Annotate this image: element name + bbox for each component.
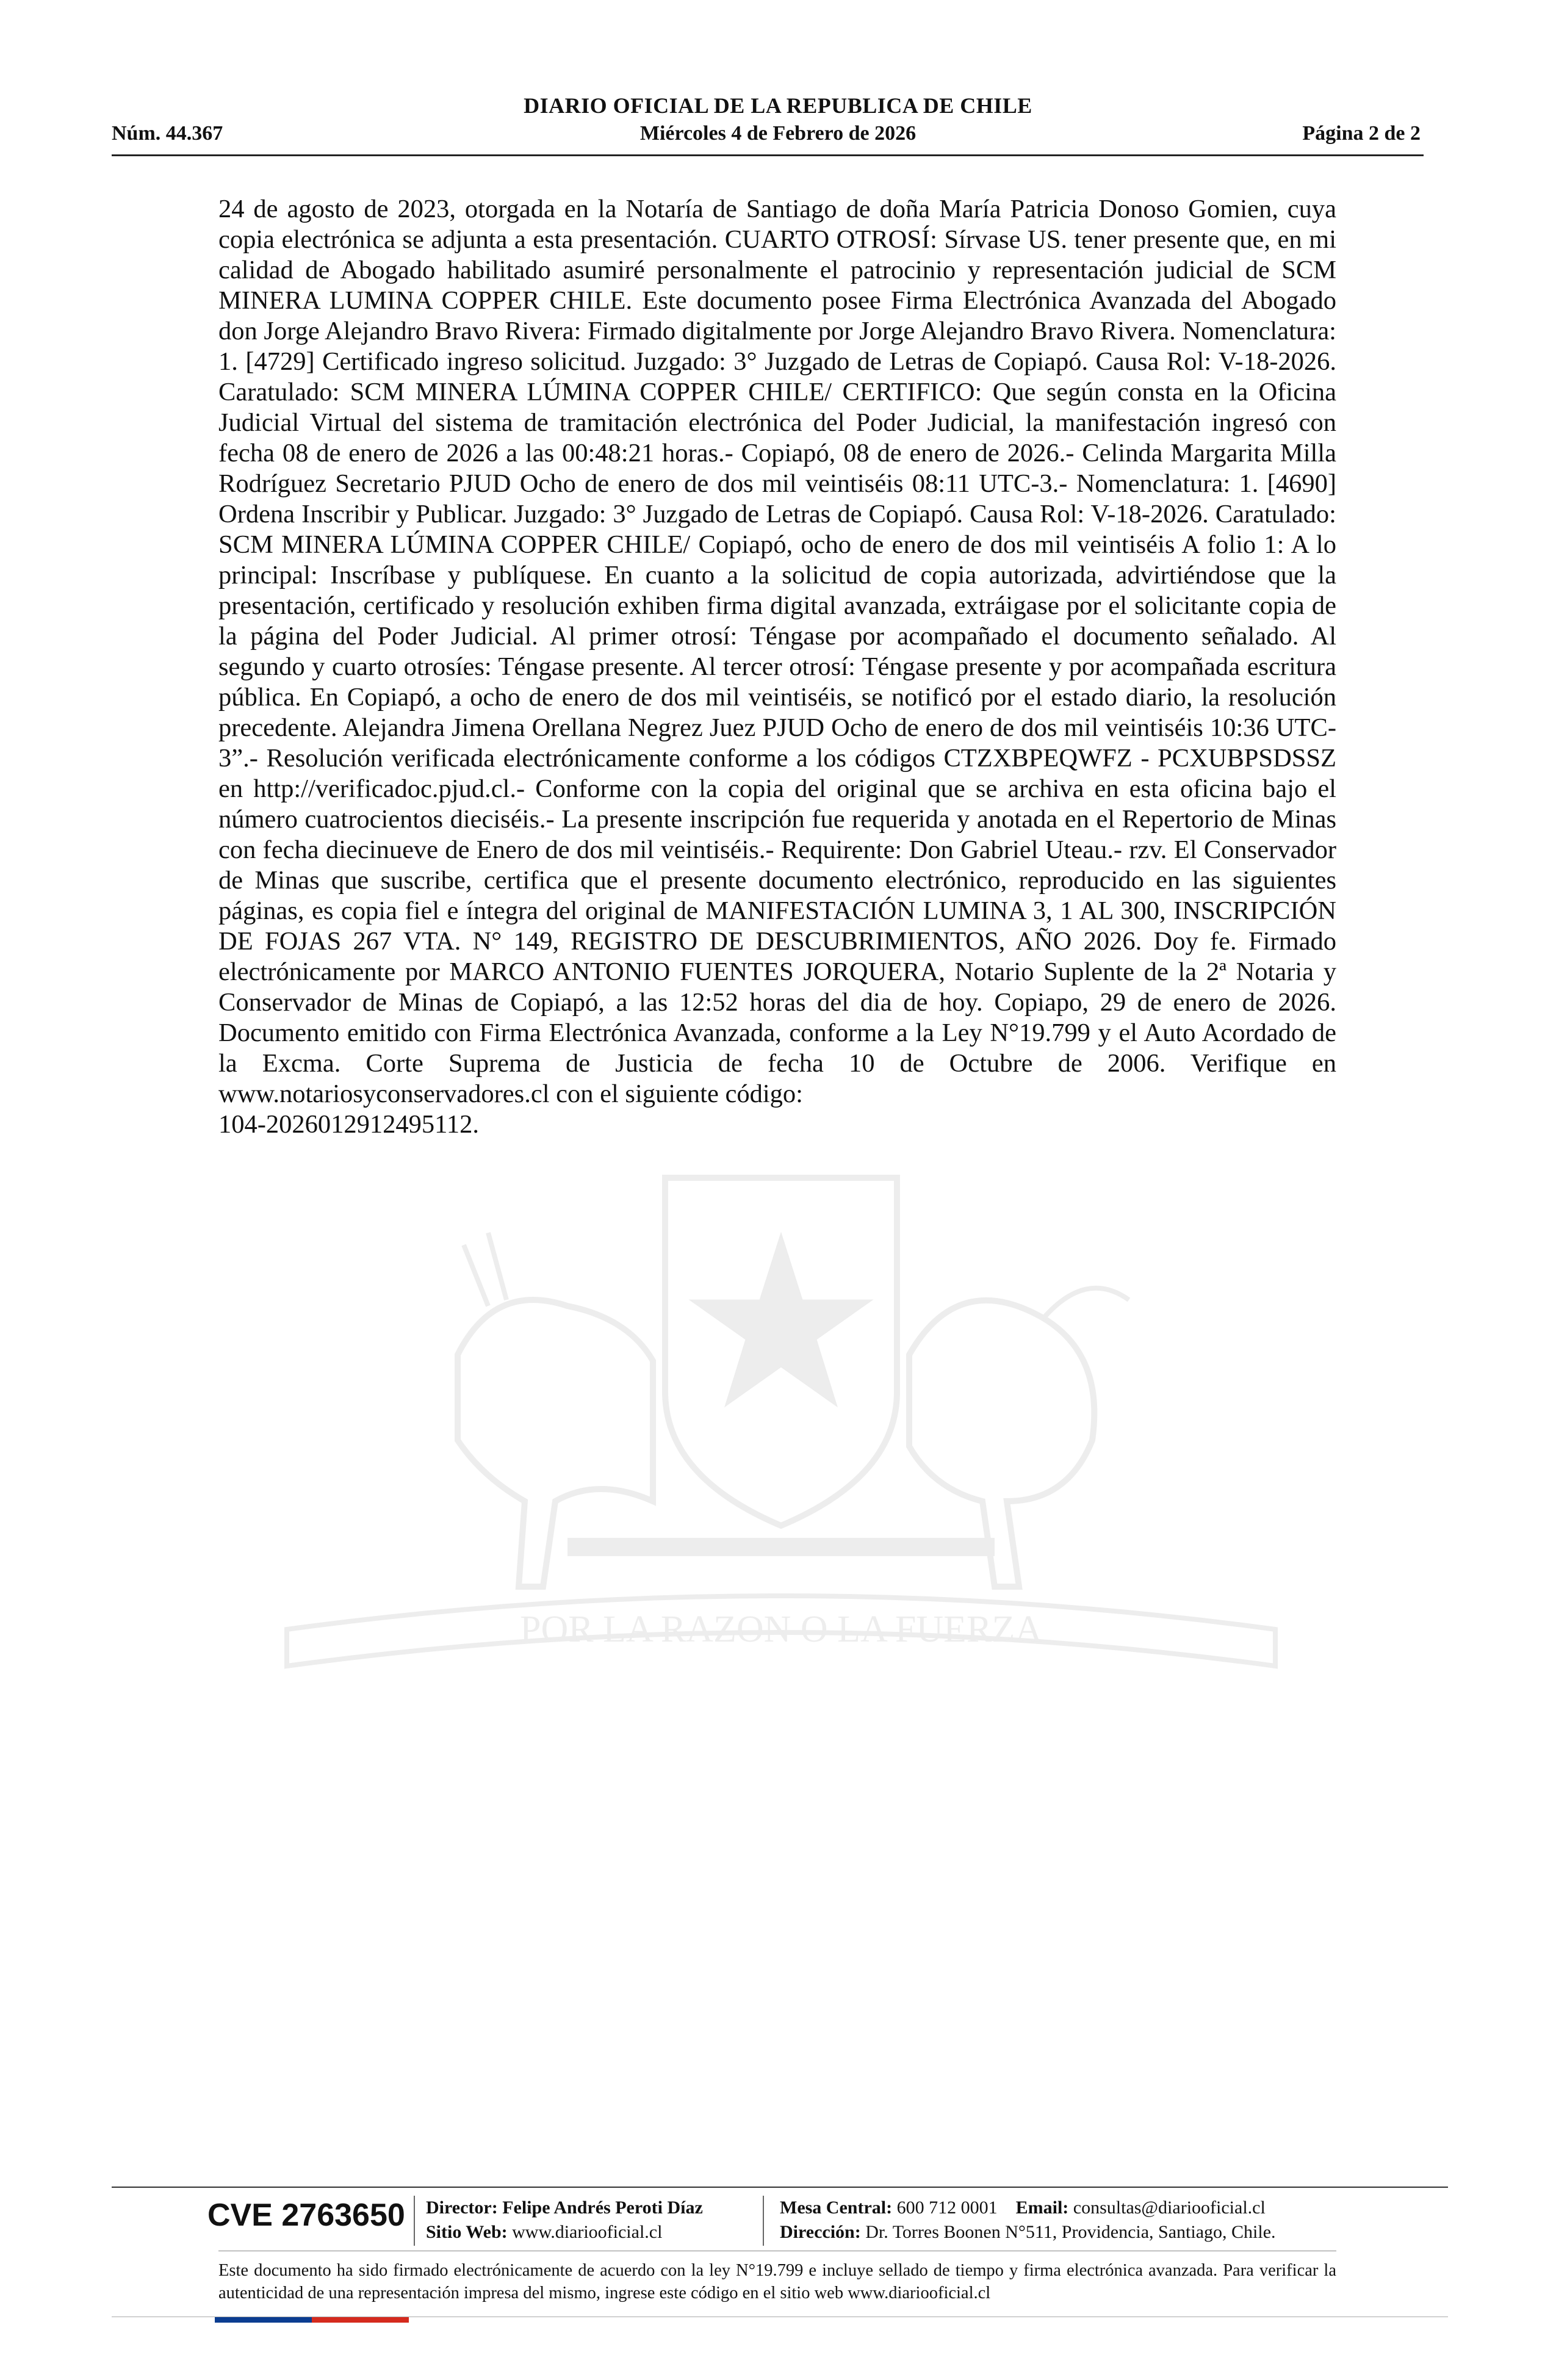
footer-separator (414, 2196, 415, 2246)
director-label: Director: (426, 2198, 498, 2218)
mesa-label: Mesa Central: (780, 2198, 893, 2218)
flag-blue (215, 2317, 312, 2323)
document-body (218, 194, 1336, 1140)
issue-date: Miércoles 4 de Febrero de 2026 (639, 122, 917, 145)
issue-number: Núm. 44.367 (112, 122, 223, 145)
page-header (0, 0, 1556, 159)
cve-code: CVE 2763650 (207, 2198, 405, 2233)
email-link[interactable]: consultas@diariooficial.cl (1073, 2198, 1266, 2218)
footer-divider-top (112, 2187, 1448, 2188)
mesa-phone: 600 712 0001 (896, 2198, 998, 2218)
motto-text: POR LA RAZON O LA FUERZA (519, 1609, 1043, 1650)
site-link[interactable]: www.diariooficial.cl (512, 2222, 663, 2242)
address-text: Dr. Torres Boonen N°511, Providencia, Santiago, Chile. (865, 2222, 1276, 2242)
flag-red (312, 2317, 409, 2323)
flag-stripe (215, 2317, 409, 2323)
header-divider (112, 154, 1424, 156)
verification-code: 104-2026012912495112. (218, 1110, 479, 1139)
body-paragraph: 24 de agosto de 2023, otorgada en la Notaría de Santiago de doña María Patricia Donoso Gomien, cuya copia electrónica se adjunta a esta presentación. CUARTO OTROSÍ: Sírvase US. tener presente que, en mi calidad de Abogado habilitado asumiré personalmente el patrocinio y representación judicial de SCM MINERA LUMINA COPPER CHILE. Este documento posee Firma Electrónica Avanzada del Abogado don Jorge Alejandro Bravo Rivera: Firmado digitalmente por Jorge Alejandro Bravo Rivera. Nomenclatura: 1. [4729] Certificado ingreso solicitud. Juzgado: 3° Juzgado de Letras de Copiapó. Causa Rol: V-18-2026. Caratulado: SCM MINERA LÚMINA COPPER CHILE/ CERTIFICO: Que según consta en la Oficina Judicial Virtual del sistema de tramitación electrónica del Poder Judicial, la manifestación ingresó con fecha 08 de enero de 2026 a las 00:48:21 horas.- Copiapó, 08 de enero de 2026.- Celinda Margarita Milla Rodríguez Secretario PJUD Ocho de enero de dos mil veintiséis 08:11 UTC-3.- Nomenclatura: 1. [4690] Ordena Inscribir y Publicar. Juzgado: 3° Juzgado de Letras de Copiapó. Causa Rol: V-18-2026. Caratulado: SCM MINERA LÚMINA COPPER CHILE/ Copiapó, ocho de enero de dos mil veintiséis A folio 1: A lo principal: Inscríbase y publíquese. En cuanto a la solicitud de copia autorizada, advirtiéndose que la presentación, certificado y resolución exhiben firma digital avanzada, extráigase por el solicitante copia de la página del Poder Judicial. Al primer otrosí: Téngase por acompañado el documento señalado. Al segundo y cuarto otrosíes: Téngase presente. Al tercer otrosí: Téngase presente y por acompañada escritura pública. En Copiapó, a ocho de enero de dos mil veintiséis, se notificó por el estado diario, la resolución precedente. Alejandra Jimena Orellana Negrez Juez PJUD Ocho de enero de dos mil veintiséis 10:36 UTC-3”.- Resolución verificada electrónicamente conforme a los códigos CTZXBPEQWFZ - PCXUBPSDSSZ en http://verificadoc.pjud.cl.- Conforme con la copia del original que se archiva en esta oficina bajo el número cuatrocientos dieciséis.- La presente inscripción fue requerida y anotada en el Repertorio de Minas con fecha diecinueve de Enero de dos mil veintiséis.- Requirente: Don Gabriel Uteau.- rzv. El Conservador de Minas que suscribe, certifica que el presente documento electrónico, reproducido en las siguientes páginas, es copia fiel e íntegra del original de MANIFESTACIÓN LUMINA 3, 1 AL 300, INSCRIPCIÓN DE FOJAS 267 VTA. N° 149, REGISTRO DE DESCUBRIMIENTOS, AÑO 2026. Doy fe. Firmado electrónicamente por MARCO ANTONIO FUENTES JORQUERA, Notario Suplente de la 2ª Notaria y Conservador de Minas de Copiapó, a las 12:52 horas del dia de hoy. Copiapo, 29 de enero de 2026. Documento emitido con Firma Electrónica Avanzada, conforme a la Ley N°19.799 y el Auto Acordado de la Excma. Corte Suprema de Justicia de fecha 10 de Octubre de 2006. Verifique en www.notariosyconservadores.cl con el siguiente código: (218, 195, 1336, 1108)
footer-director-block (426, 2196, 703, 2245)
page-number: Página 2 de 2 (1302, 122, 1421, 145)
footer-contact-block (780, 2196, 1276, 2245)
coat-of-arms-icon (201, 1159, 1361, 1739)
address-label: Dirección: (780, 2222, 861, 2242)
director-name: Felipe Andrés Peroti Díaz (502, 2198, 703, 2218)
site-label: Sitio Web: (426, 2222, 508, 2242)
email-label: Email: (1015, 2198, 1069, 2218)
publication-title: DIARIO OFICIAL DE LA REPUBLICA DE CHILE (524, 93, 1032, 118)
footer-separator (763, 2196, 764, 2246)
legal-notice: Este documento ha sido firmado electrónicamente de acuerdo con la ley N°19.799 e incluye sellado de tiempo y firma electrónica avanzada. Para verificar la autenticidad de una representación impresa del mismo, ingrese este código en el sitio web www.diariooficial.cl (218, 2261, 1336, 2302)
